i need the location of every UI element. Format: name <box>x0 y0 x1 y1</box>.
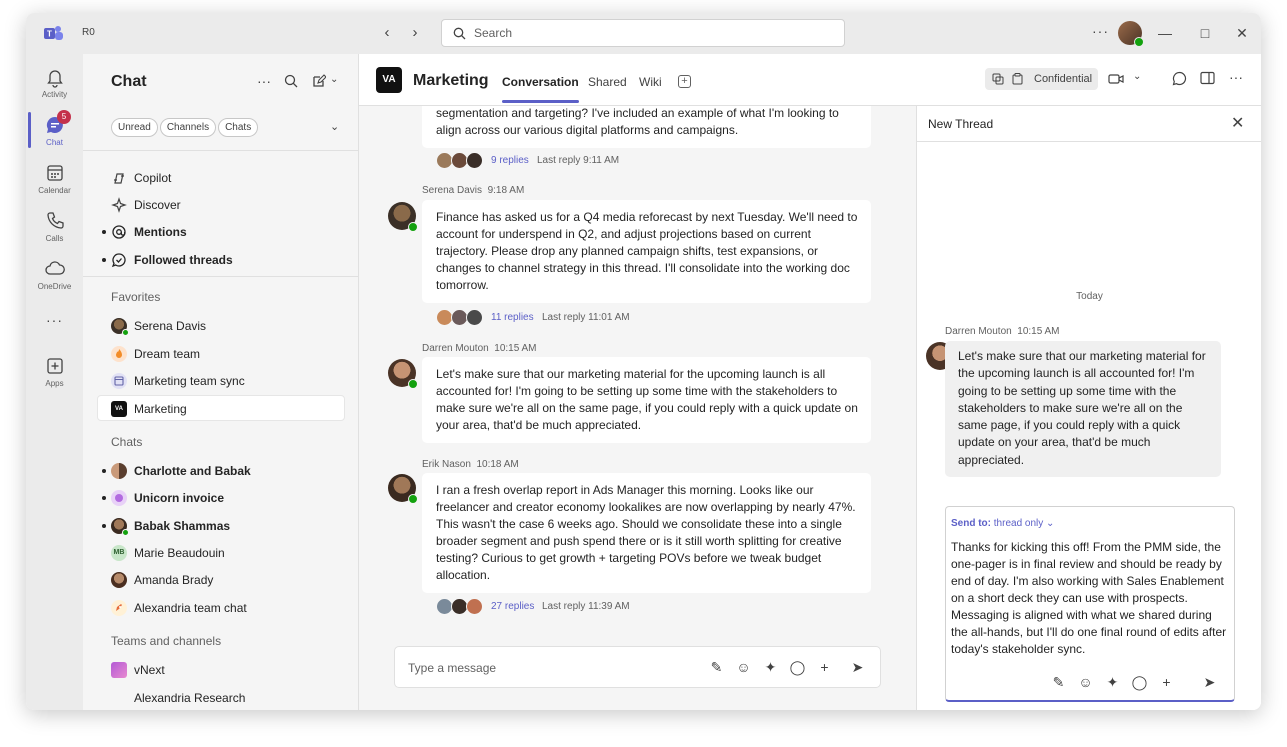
sidebar-title: Chat <box>111 73 147 90</box>
channel-logo: VA <box>376 67 402 93</box>
more-options-icon[interactable]: ··· <box>257 73 271 89</box>
sidebar-item-mentions[interactable] <box>83 219 359 245</box>
rail-label: OneDrive <box>37 282 72 291</box>
compose-toolbar <box>698 659 866 676</box>
unicorn-icon <box>111 490 127 506</box>
search-input[interactable] <box>474 25 834 41</box>
channel-name: Marketing <box>413 72 489 89</box>
clipboard-icon <box>1012 73 1023 85</box>
teams-window <box>26 13 1261 710</box>
sidebar-item-label: Marketing team sync <box>134 374 245 388</box>
chat-bubble-icon[interactable] <box>1172 71 1187 86</box>
filter-chats[interactable]: Chats <box>218 118 258 137</box>
phone-icon <box>44 210 66 232</box>
sidebar-item-label: Unicorn invoice <box>134 491 225 505</box>
reply-toolbar <box>1050 674 1228 691</box>
avatar <box>466 152 483 169</box>
message-meta <box>422 185 524 196</box>
avatar[interactable] <box>388 202 416 230</box>
rail-apps[interactable] <box>26 349 83 395</box>
sensitivity-label[interactable] <box>985 68 1098 90</box>
sidebar-item-label: Charlotte and Babak <box>134 464 251 478</box>
thread-panel <box>916 106 1261 710</box>
avatar <box>111 518 127 534</box>
copilot-icon <box>111 170 127 186</box>
sidebar-item-label: Discover <box>134 198 181 212</box>
thread-header <box>917 106 1261 142</box>
rail-label: Calendar <box>38 186 71 195</box>
more-icon: ··· <box>46 312 63 328</box>
message-text: Let's make sure that our marketing material for the upcoming launch is all accounted for! I'm going to be setting up some time with the stakeholders to make sure we're all on the same page, if you could reply with a quick update on your area, that'd be much appreciated. <box>958 349 1206 467</box>
chat-sidebar <box>83 54 359 710</box>
discover-icon <box>111 197 127 213</box>
sidebar-item-copilot[interactable] <box>83 165 359 191</box>
avatar <box>466 309 483 326</box>
avatar <box>111 572 127 588</box>
tab-wiki[interactable]: Wiki <box>639 75 662 89</box>
marketing-logo-icon: VA <box>111 401 127 417</box>
rail-more[interactable] <box>26 310 83 334</box>
message-card[interactable] <box>422 473 871 593</box>
more-options-icon[interactable]: ··· <box>1092 23 1109 39</box>
forward-arrow-icon[interactable]: › <box>412 24 418 41</box>
sidebar-item-label: vNext <box>134 663 165 677</box>
divider <box>83 276 359 277</box>
rail-onedrive[interactable] <box>26 252 83 298</box>
rail-chat[interactable] <box>26 108 83 154</box>
sidebar-item-label: Babak Shammas <box>134 519 231 533</box>
tab-conversation[interactable]: Conversation <box>502 75 579 89</box>
send-icon[interactable]: ➤ <box>851 659 864 675</box>
message-card[interactable] <box>422 357 871 443</box>
side-panel-icon[interactable] <box>1200 71 1215 85</box>
cloud-icon <box>44 258 66 280</box>
minimize-icon[interactable]: — <box>1158 25 1172 41</box>
close-window-icon[interactable]: ✕ <box>1236 25 1248 41</box>
sidebar-item-label: Followed threads <box>134 253 233 267</box>
emoji-icon[interactable]: ☺ <box>1078 674 1093 690</box>
sidebar-item-marie-beaudouin[interactable] <box>83 540 359 566</box>
thread-reply-box[interactable] <box>945 506 1235 702</box>
section-favorites[interactable]: Favorites <box>111 290 161 304</box>
teams-logo-icon <box>44 25 64 42</box>
send-to-value: thread only <box>993 518 1044 529</box>
add-icon[interactable]: + <box>820 659 829 675</box>
sidebar-item-label: Alexandria team chat <box>134 601 247 615</box>
thread-message-card[interactable] <box>945 341 1221 477</box>
avatar <box>111 318 127 334</box>
chevron-down-icon: ⌄ <box>1046 518 1055 529</box>
title-bar <box>26 13 1261 54</box>
sidebar-item-alexandria-team-chat[interactable] <box>83 595 359 621</box>
search-icon <box>453 27 466 40</box>
sidebar-item-label: Mentions <box>134 225 187 239</box>
sidebar-item-label: Dream team <box>134 347 201 361</box>
filter-pills <box>111 117 260 137</box>
close-icon[interactable]: ✕ <box>1231 115 1245 132</box>
chevron-down-icon[interactable]: ⌄ <box>330 74 339 85</box>
sidebar-item-label: Marketing <box>134 402 187 416</box>
avatar-initials: MB <box>111 545 127 561</box>
rail-label: Chat <box>46 138 63 147</box>
sensitivity-text: Confidential <box>1034 73 1093 85</box>
sidebar-item-label: Copilot <box>134 171 172 185</box>
message-author: Serena Davis <box>422 185 483 196</box>
message-time: 10:18 AM <box>476 459 519 470</box>
presence-available-icon <box>408 222 418 232</box>
rail-calls[interactable] <box>26 204 83 250</box>
avatar <box>466 598 483 615</box>
replies-count[interactable]: 9 replies <box>491 155 529 166</box>
reply-draft-text[interactable]: Thanks for kicking this off! From the PMM side, the one-pager is in final review and should be ready by end of day. I'm also working with Sales Enablement on a short deck they can use with prospects. Messaging is aligned with what we shared during the all-hands, but I'll do one final round of edits after today's stakeholder sync. <box>951 540 1227 656</box>
sidebar-item-babak-shammas[interactable] <box>83 513 359 539</box>
rocket-icon <box>111 600 127 616</box>
sidebar-item-followed-threads[interactable] <box>83 247 359 273</box>
search-box[interactable] <box>441 19 845 47</box>
rail-label: Calls <box>45 234 64 243</box>
loop-icon[interactable]: ◯ <box>789 659 806 675</box>
avatar <box>111 490 127 506</box>
account-label[interactable]: R0 <box>82 27 95 38</box>
avatar <box>111 600 127 616</box>
send-to-label: Send to: <box>951 518 991 529</box>
svg-text:T: T <box>47 29 52 39</box>
add-tab-icon[interactable]: + <box>678 75 691 88</box>
sidebar-item-vnext[interactable] <box>83 657 359 683</box>
last-reply-time: Last reply 11:39 AM <box>542 601 630 612</box>
apps-icon <box>44 355 66 377</box>
filter-channels[interactable]: Channels <box>160 118 216 137</box>
rail-label: Apps <box>45 379 64 388</box>
message-author: Darren Mouton <box>422 343 489 354</box>
message-text: segmentation and targeting? I've included an example of what I'm looking to align across our various digital platforms and campaigns. <box>436 106 839 137</box>
compose-placeholder[interactable]: Type a message <box>408 661 497 675</box>
message-time: 9:18 AM <box>487 185 525 196</box>
presence-available-icon <box>1134 37 1144 47</box>
presence-available-icon <box>122 329 129 336</box>
message-time: 10:15 AM <box>1017 326 1060 337</box>
last-reply-time: Last reply 9:11 AM <box>537 155 620 166</box>
format-icon[interactable]: ✎ <box>1052 674 1065 690</box>
new-chat-icon[interactable] <box>312 74 326 88</box>
emoji-icon[interactable]: ☺ <box>736 659 751 675</box>
presence-available-icon <box>408 494 418 504</box>
flame-icon <box>111 346 127 362</box>
sidebar-item-label: Serena Davis <box>134 319 207 333</box>
copy-icon <box>992 73 1005 85</box>
rail-calendar[interactable] <box>26 156 83 202</box>
message-card[interactable] <box>422 200 871 303</box>
sidebar-item-dream-team[interactable] <box>83 341 359 367</box>
search-icon[interactable] <box>284 74 298 88</box>
unread-dot <box>102 258 106 262</box>
message-author: Darren Mouton <box>945 326 1012 337</box>
loop-icon[interactable]: ◯ <box>1131 674 1148 690</box>
unread-dot <box>102 496 106 500</box>
date-divider: Today <box>1076 291 1103 302</box>
sidebar-item-label: Alexandria Research <box>134 691 246 705</box>
avatar <box>111 463 127 479</box>
send-icon[interactable]: ➤ <box>1203 674 1216 690</box>
more-options-icon[interactable]: ··· <box>1229 69 1243 85</box>
tab-shared[interactable]: Shared <box>588 75 627 89</box>
section-teams-and-channels[interactable]: Teams and channels <box>111 634 222 648</box>
message-text: I ran a fresh overlap report in Ads Manager this morning. Looks like our freelancer and creator economy lookalikes are now overlapping by nearly 47%. This wasn't the case 6 weeks ago. Should we consolidate these into a single broader segment and push spend there or is it still worth splitting for creative testing? Curious to get growth + targeting POVs before we tweak budget allocation. <box>436 483 856 582</box>
avatar <box>111 346 127 362</box>
presence-available-icon <box>122 529 129 536</box>
presence-available-icon <box>408 379 418 389</box>
unread-dot <box>102 524 106 528</box>
calendar-icon <box>111 373 127 389</box>
message-meta <box>422 343 537 354</box>
last-reply-time: Last reply 11:01 AM <box>542 312 630 323</box>
sidebar-item-alexandria-research[interactable] <box>83 685 359 710</box>
team-logo-icon <box>111 662 127 678</box>
avatar[interactable] <box>388 474 416 502</box>
unread-dot <box>102 230 106 234</box>
maximize-icon[interactable]: □ <box>1200 25 1210 41</box>
sidebar-item-marketing[interactable] <box>97 395 345 421</box>
sidebar-item-label: Marie Beaudouin <box>134 546 225 560</box>
chevron-down-icon[interactable]: ⌄ <box>330 121 340 133</box>
replies-count[interactable]: 27 replies <box>491 601 535 612</box>
message-compose-box[interactable] <box>394 646 881 688</box>
sidebar-item-discover[interactable] <box>83 192 359 218</box>
calendar-icon <box>44 162 66 184</box>
unread-badge: 5 <box>57 110 71 124</box>
divider <box>83 150 359 151</box>
mention-icon <box>111 224 127 240</box>
rail-label: Activity <box>41 90 68 99</box>
bell-icon <box>44 66 66 88</box>
unread-dot <box>102 469 106 473</box>
format-icon[interactable]: ✎ <box>710 659 723 675</box>
message-text: Finance has asked us for a Q4 media reforecast by next Tuesday. We'll need to account for underspend in Q2, and adjust projections based on current trajectory. Please drop any planned campaign shifts, test expansions, or changes to channel strategy in this thread. I'll consolidate into the working doc tomorrow. <box>436 210 858 292</box>
thread-title: New Thread <box>928 117 994 131</box>
rail-activity[interactable] <box>26 60 83 106</box>
channel-header <box>359 54 1261 106</box>
avatar[interactable] <box>388 359 416 387</box>
message-meta <box>945 326 1060 337</box>
video-call-icon[interactable] <box>1108 73 1124 85</box>
add-icon[interactable]: + <box>1162 674 1171 690</box>
followed-threads-icon <box>111 252 127 268</box>
sidebar-item-charlotte-and-babak[interactable] <box>83 458 359 484</box>
replies-count[interactable]: 11 replies <box>491 312 534 323</box>
profile-avatar[interactable] <box>1118 21 1142 45</box>
filter-unread[interactable]: Unread <box>111 118 158 137</box>
chevron-down-icon[interactable]: ⌄ <box>1133 71 1142 82</box>
sidebar-item-serena-davis[interactable] <box>83 313 359 339</box>
app-rail <box>26 54 83 710</box>
message-meta <box>422 459 519 470</box>
back-arrow-icon[interactable]: ‹ <box>384 24 390 41</box>
sidebar-item-amanda-brady[interactable] <box>83 567 359 593</box>
avatar <box>111 373 127 389</box>
message-text: Let's make sure that our marketing material for the upcoming launch is all accounted for! I'm going to be setting up some time with the stakeholders to make sure we're all on the same page, if you could reply with a quick update on your area, that'd be much appreciated. <box>436 367 858 432</box>
copilot-icon[interactable]: ✦ <box>764 659 777 675</box>
copilot-icon[interactable]: ✦ <box>1106 674 1119 690</box>
section-chats[interactable]: Chats <box>111 435 143 449</box>
message-author: Erik Nason <box>422 459 471 470</box>
sidebar-item-label: Amanda Brady <box>134 573 214 587</box>
sidebar-item-unicorn-invoice[interactable] <box>83 485 359 511</box>
message-time: 10:15 AM <box>494 343 537 354</box>
sidebar-item-marketing-team-sync[interactable] <box>83 368 359 394</box>
send-to-selector[interactable] <box>951 518 1054 529</box>
